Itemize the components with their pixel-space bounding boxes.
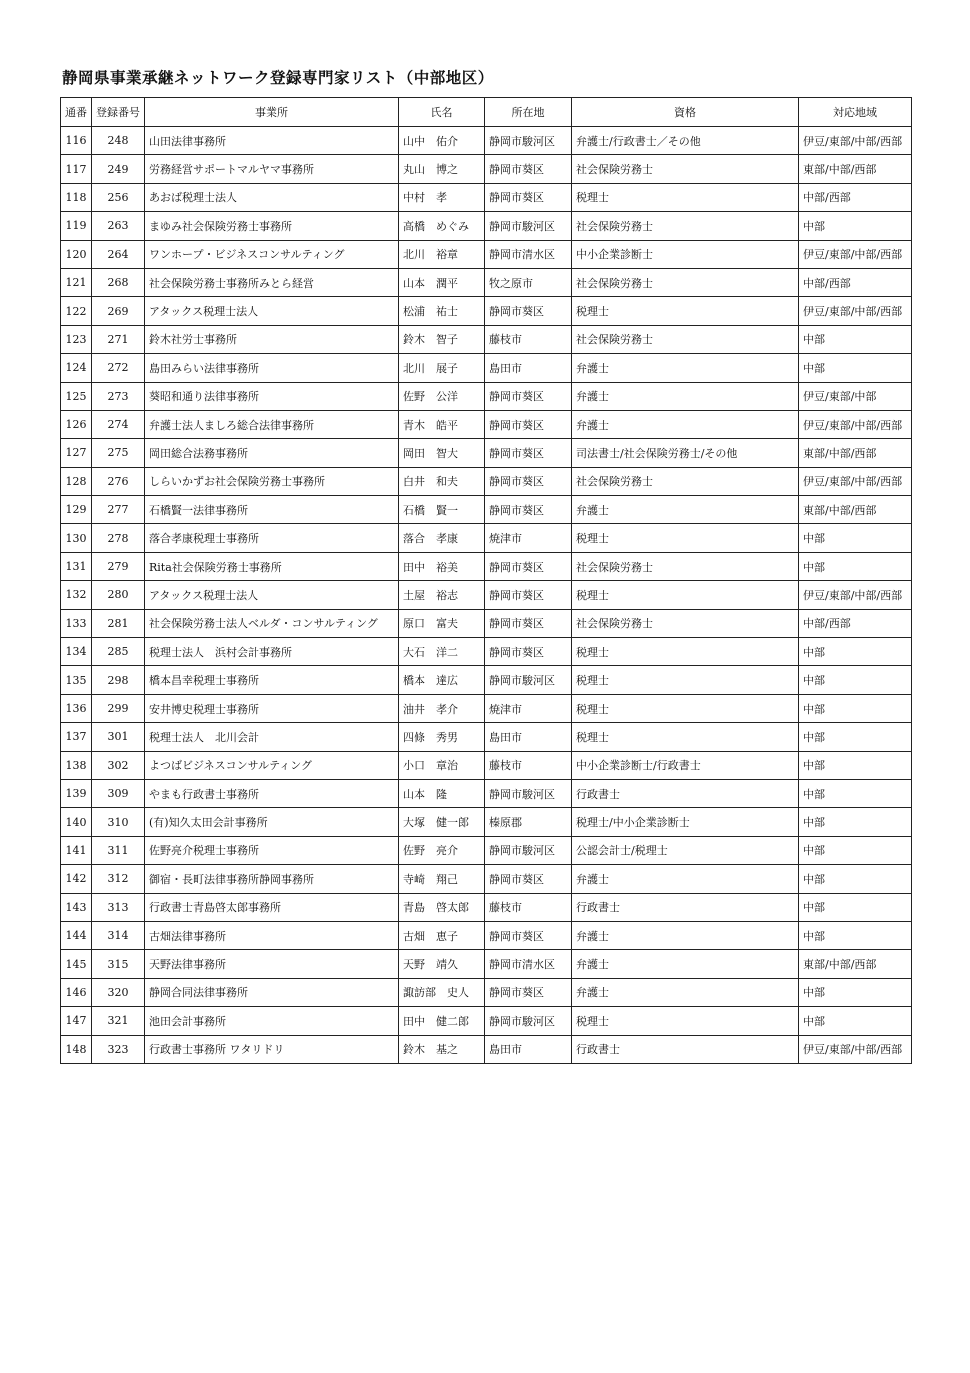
- office-cell: 静岡合同法律事務所: [145, 978, 399, 1006]
- name-cell: 北川 裕章: [399, 240, 485, 268]
- qualification-cell: 税理士: [572, 1007, 799, 1035]
- seq-number-cell: 142: [61, 865, 92, 893]
- qualification-cell: 弁護士: [572, 496, 799, 524]
- name-cell: 高橋 めぐみ: [399, 212, 485, 240]
- service-area-cell: 中部: [799, 354, 912, 382]
- qualification-cell: 税理士: [572, 694, 799, 722]
- name-cell: 大石 洋二: [399, 638, 485, 666]
- registration-number-cell: 321: [92, 1007, 145, 1035]
- service-area-cell: 中部: [799, 325, 912, 353]
- name-cell: 油井 孝介: [399, 694, 485, 722]
- registration-number-cell: 302: [92, 751, 145, 779]
- service-area-cell: 中部/西部: [799, 609, 912, 637]
- location-cell: 島田市: [485, 723, 572, 751]
- registration-number-cell: 256: [92, 183, 145, 211]
- location-cell: 静岡市駿河区: [485, 836, 572, 864]
- qualification-cell: 弁護士: [572, 382, 799, 410]
- location-cell: 静岡市葵区: [485, 581, 572, 609]
- seq-number-cell: 132: [61, 581, 92, 609]
- qualification-cell: 中小企業診断士: [572, 240, 799, 268]
- registration-number-cell: 274: [92, 410, 145, 438]
- location-cell: 静岡市駿河区: [485, 779, 572, 807]
- qualification-cell: 行政書士: [572, 779, 799, 807]
- registration-number-cell: 299: [92, 694, 145, 722]
- registration-number-cell: 271: [92, 325, 145, 353]
- qualification-cell: 社会保険労務士: [572, 155, 799, 183]
- office-cell: 社会保険労務士法人ベルダ・コンサルティング: [145, 609, 399, 637]
- service-area-cell: 中部: [799, 808, 912, 836]
- table-row: [61, 496, 912, 524]
- location-cell: 静岡市駿河区: [485, 1007, 572, 1035]
- qualification-cell: 弁護士: [572, 921, 799, 949]
- location-cell: 静岡市清水区: [485, 950, 572, 978]
- office-cell: よつばビジネスコンサルティング: [145, 751, 399, 779]
- name-cell: 丸山 博之: [399, 155, 485, 183]
- qualification-cell: 社会保険労務士: [572, 212, 799, 240]
- location-cell: 静岡市葵区: [485, 552, 572, 580]
- qualification-cell: 社会保険労務士: [572, 552, 799, 580]
- seq-number-cell: 137: [61, 723, 92, 751]
- name-cell: 田中 裕美: [399, 552, 485, 580]
- table-row: [61, 354, 912, 382]
- service-area-cell: 伊豆/東部/中部/西部: [799, 297, 912, 325]
- service-area-cell: 伊豆/東部/中部/西部: [799, 127, 912, 155]
- location-cell: 静岡市葵区: [485, 297, 572, 325]
- table-row: [61, 666, 912, 694]
- table-row: [61, 638, 912, 666]
- service-area-cell: 伊豆/東部/中部/西部: [799, 410, 912, 438]
- seq-number-cell: 117: [61, 155, 92, 183]
- location-cell: 島田市: [485, 1035, 572, 1063]
- service-area-cell: 中部: [799, 723, 912, 751]
- service-area-cell: 中部: [799, 865, 912, 893]
- name-cell: 松浦 祐士: [399, 297, 485, 325]
- name-cell: 青島 啓太郎: [399, 893, 485, 921]
- seq-number-cell: 123: [61, 325, 92, 353]
- location-cell: 静岡市葵区: [485, 467, 572, 495]
- table-body: [61, 127, 912, 1064]
- table-row: [61, 751, 912, 779]
- service-area-cell: 中部: [799, 666, 912, 694]
- seq-number-cell: 133: [61, 609, 92, 637]
- table-row: [61, 382, 912, 410]
- registration-number-cell: 298: [92, 666, 145, 694]
- service-area-cell: 伊豆/東部/中部/西部: [799, 240, 912, 268]
- registration-number-cell: 323: [92, 1035, 145, 1063]
- qualification-cell: 中小企業診断士/行政書士: [572, 751, 799, 779]
- name-cell: 原口 富夫: [399, 609, 485, 637]
- registration-number-cell: 278: [92, 524, 145, 552]
- registration-number-cell: 268: [92, 268, 145, 296]
- qualification-cell: 税理士: [572, 666, 799, 694]
- name-cell: 山本 隆: [399, 779, 485, 807]
- office-cell: 山田法律事務所: [145, 127, 399, 155]
- name-cell: 四條 秀男: [399, 723, 485, 751]
- location-cell: 島田市: [485, 354, 572, 382]
- table-row: [61, 808, 912, 836]
- location-cell: 静岡市葵区: [485, 496, 572, 524]
- table-row: [61, 779, 912, 807]
- qualification-cell: 行政書士: [572, 1035, 799, 1063]
- table-row: [61, 183, 912, 211]
- office-cell: やまも行政書士事務所: [145, 779, 399, 807]
- qualification-cell: 弁護士: [572, 865, 799, 893]
- qualification-cell: 税理士: [572, 723, 799, 751]
- seq-number-cell: 122: [61, 297, 92, 325]
- office-cell: 労務経営サポートマルヤマ事務所: [145, 155, 399, 183]
- service-area-cell: 東部/中部/西部: [799, 439, 912, 467]
- name-cell: 佐野 亮介: [399, 836, 485, 864]
- name-cell: 橋本 達広: [399, 666, 485, 694]
- office-cell: まゆみ社会保険労務士事務所: [145, 212, 399, 240]
- seq-number-cell: 124: [61, 354, 92, 382]
- header-qualification: 資格: [572, 98, 799, 127]
- table-row: [61, 694, 912, 722]
- seq-number-cell: 120: [61, 240, 92, 268]
- qualification-cell: 弁護士: [572, 950, 799, 978]
- seq-number-cell: 141: [61, 836, 92, 864]
- seq-number-cell: 131: [61, 552, 92, 580]
- table-row: [61, 410, 912, 438]
- name-cell: 岡田 智大: [399, 439, 485, 467]
- office-cell: アタックス税理士法人: [145, 297, 399, 325]
- name-cell: 北川 展子: [399, 354, 485, 382]
- qualification-cell: 社会保険労務士: [572, 467, 799, 495]
- service-area-cell: 中部: [799, 751, 912, 779]
- header-service-area: 対応地域: [799, 98, 912, 127]
- name-cell: 山本 潤平: [399, 268, 485, 296]
- seq-number-cell: 138: [61, 751, 92, 779]
- office-cell: 税理士法人 浜村会計事務所: [145, 638, 399, 666]
- seq-number-cell: 129: [61, 496, 92, 524]
- registration-number-cell: 312: [92, 865, 145, 893]
- header-seq-number: 通番: [61, 98, 92, 127]
- registration-number-cell: 311: [92, 836, 145, 864]
- name-cell: 佐野 公洋: [399, 382, 485, 410]
- registration-number-cell: 279: [92, 552, 145, 580]
- table-row: [61, 155, 912, 183]
- service-area-cell: 中部/西部: [799, 183, 912, 211]
- registration-number-cell: 248: [92, 127, 145, 155]
- table-row: [61, 1007, 912, 1035]
- registration-number-cell: 315: [92, 950, 145, 978]
- seq-number-cell: 145: [61, 950, 92, 978]
- seq-number-cell: 136: [61, 694, 92, 722]
- office-cell: 天野法律事務所: [145, 950, 399, 978]
- location-cell: 藤枝市: [485, 325, 572, 353]
- table-row: [61, 978, 912, 1006]
- table-row: [61, 212, 912, 240]
- seq-number-cell: 139: [61, 779, 92, 807]
- location-cell: 静岡市清水区: [485, 240, 572, 268]
- service-area-cell: 東部/中部/西部: [799, 950, 912, 978]
- location-cell: 静岡市葵区: [485, 978, 572, 1006]
- seq-number-cell: 116: [61, 127, 92, 155]
- registration-number-cell: 314: [92, 921, 145, 949]
- seq-number-cell: 135: [61, 666, 92, 694]
- table-row: [61, 325, 912, 353]
- service-area-cell: 伊豆/東部/中部/西部: [799, 1035, 912, 1063]
- header-name: 氏名: [399, 98, 485, 127]
- seq-number-cell: 143: [61, 893, 92, 921]
- qualification-cell: 税理士: [572, 524, 799, 552]
- location-cell: 静岡市駿河区: [485, 212, 572, 240]
- office-cell: 橋本昌幸税理士事務所: [145, 666, 399, 694]
- service-area-cell: 中部: [799, 836, 912, 864]
- office-cell: 御宿・長町法律事務所静岡事務所: [145, 865, 399, 893]
- office-cell: 弁護士法人ましろ総合法律事務所: [145, 410, 399, 438]
- qualification-cell: 税理士: [572, 638, 799, 666]
- office-cell: 岡田総合法務事務所: [145, 439, 399, 467]
- name-cell: 石橋 賢一: [399, 496, 485, 524]
- seq-number-cell: 121: [61, 268, 92, 296]
- registration-number-cell: 285: [92, 638, 145, 666]
- qualification-cell: 行政書士: [572, 893, 799, 921]
- table-row: [61, 865, 912, 893]
- office-cell: 社会保険労務士事務所みとら経営: [145, 268, 399, 296]
- registration-number-cell: 272: [92, 354, 145, 382]
- registration-number-cell: 249: [92, 155, 145, 183]
- name-cell: 鈴木 基之: [399, 1035, 485, 1063]
- office-cell: 石橋賢一法律事務所: [145, 496, 399, 524]
- table-row: [61, 609, 912, 637]
- name-cell: 鈴木 智子: [399, 325, 485, 353]
- office-cell: (有)知久太田会計事務所: [145, 808, 399, 836]
- table-row: [61, 950, 912, 978]
- qualification-cell: 社会保険労務士: [572, 325, 799, 353]
- location-cell: 静岡市駿河区: [485, 127, 572, 155]
- qualification-cell: 弁護士: [572, 354, 799, 382]
- location-cell: 焼津市: [485, 694, 572, 722]
- service-area-cell: 中部: [799, 779, 912, 807]
- location-cell: 藤枝市: [485, 893, 572, 921]
- seq-number-cell: 128: [61, 467, 92, 495]
- table-header-row: [61, 98, 912, 127]
- office-cell: 行政書士事務所 ワタリドリ: [145, 1035, 399, 1063]
- service-area-cell: 中部/西部: [799, 268, 912, 296]
- location-cell: 静岡市葵区: [485, 183, 572, 211]
- registration-number-cell: 281: [92, 609, 145, 637]
- seq-number-cell: 130: [61, 524, 92, 552]
- page-title: 静岡県事業承継ネットワーク登録専門家リスト（中部地区）: [62, 69, 494, 87]
- service-area-cell: 中部: [799, 1007, 912, 1035]
- office-cell: 古畑法律事務所: [145, 921, 399, 949]
- registration-number-cell: 269: [92, 297, 145, 325]
- table-row: [61, 552, 912, 580]
- seq-number-cell: 147: [61, 1007, 92, 1035]
- name-cell: 小口 章治: [399, 751, 485, 779]
- table-row: [61, 723, 912, 751]
- name-cell: 土屋 裕志: [399, 581, 485, 609]
- registration-number-cell: 276: [92, 467, 145, 495]
- qualification-cell: 税理士: [572, 297, 799, 325]
- table-row: [61, 581, 912, 609]
- table-row: [61, 297, 912, 325]
- office-cell: あおば税理士法人: [145, 183, 399, 211]
- header-location: 所在地: [485, 98, 572, 127]
- name-cell: 諏訪部 史人: [399, 978, 485, 1006]
- location-cell: 静岡市葵区: [485, 921, 572, 949]
- location-cell: 静岡市葵区: [485, 865, 572, 893]
- location-cell: 静岡市葵区: [485, 439, 572, 467]
- service-area-cell: 中部: [799, 694, 912, 722]
- seq-number-cell: 118: [61, 183, 92, 211]
- service-area-cell: 中部: [799, 212, 912, 240]
- location-cell: 牧之原市: [485, 268, 572, 296]
- qualification-cell: 社会保険労務士: [572, 609, 799, 637]
- service-area-cell: 中部: [799, 978, 912, 1006]
- registration-number-cell: 277: [92, 496, 145, 524]
- table-row: [61, 439, 912, 467]
- location-cell: 静岡市葵区: [485, 638, 572, 666]
- office-cell: 島田みらい法律事務所: [145, 354, 399, 382]
- office-cell: 税理士法人 北川会計: [145, 723, 399, 751]
- seq-number-cell: 126: [61, 410, 92, 438]
- location-cell: 藤枝市: [485, 751, 572, 779]
- office-cell: Rita社会保険労務士事務所: [145, 552, 399, 580]
- office-cell: 安井博史税理士事務所: [145, 694, 399, 722]
- service-area-cell: 伊豆/東部/中部/西部: [799, 581, 912, 609]
- service-area-cell: 東部/中部/西部: [799, 155, 912, 183]
- office-cell: 佐野亮介税理士事務所: [145, 836, 399, 864]
- location-cell: 静岡市葵区: [485, 155, 572, 183]
- office-cell: 落合孝康税理士事務所: [145, 524, 399, 552]
- header-office: 事業所: [145, 98, 399, 127]
- service-area-cell: 中部: [799, 893, 912, 921]
- registration-number-cell: 263: [92, 212, 145, 240]
- table-row: [61, 127, 912, 155]
- service-area-cell: 東部/中部/西部: [799, 496, 912, 524]
- name-cell: 大塚 健一郎: [399, 808, 485, 836]
- service-area-cell: 中部: [799, 524, 912, 552]
- name-cell: 山中 佑介: [399, 127, 485, 155]
- seq-number-cell: 148: [61, 1035, 92, 1063]
- seq-number-cell: 140: [61, 808, 92, 836]
- registration-number-cell: 273: [92, 382, 145, 410]
- name-cell: 中村 孝: [399, 183, 485, 211]
- registration-number-cell: 280: [92, 581, 145, 609]
- name-cell: 天野 靖久: [399, 950, 485, 978]
- qualification-cell: 弁護士/行政書士／その他: [572, 127, 799, 155]
- table-row: [61, 1035, 912, 1063]
- seq-number-cell: 134: [61, 638, 92, 666]
- table-row: [61, 467, 912, 495]
- table-row: [61, 836, 912, 864]
- table-row: [61, 893, 912, 921]
- office-cell: 鈴木社労士事務所: [145, 325, 399, 353]
- qualification-cell: 弁護士: [572, 978, 799, 1006]
- seq-number-cell: 144: [61, 921, 92, 949]
- seq-number-cell: 127: [61, 439, 92, 467]
- table-row: [61, 268, 912, 296]
- qualification-cell: 司法書士/社会保険労務士/その他: [572, 439, 799, 467]
- table-row: [61, 524, 912, 552]
- registration-number-cell: 264: [92, 240, 145, 268]
- registration-number-cell: 301: [92, 723, 145, 751]
- location-cell: 静岡市葵区: [485, 382, 572, 410]
- office-cell: アタックス税理士法人: [145, 581, 399, 609]
- location-cell: 静岡市葵区: [485, 410, 572, 438]
- location-cell: 榛原郡: [485, 808, 572, 836]
- service-area-cell: 中部: [799, 638, 912, 666]
- registration-number-cell: 320: [92, 978, 145, 1006]
- qualification-cell: 社会保険労務士: [572, 268, 799, 296]
- table-row: [61, 921, 912, 949]
- qualification-cell: 税理士/中小企業診断士: [572, 808, 799, 836]
- qualification-cell: 弁護士: [572, 410, 799, 438]
- name-cell: 白井 和夫: [399, 467, 485, 495]
- location-cell: 静岡市駿河区: [485, 666, 572, 694]
- expert-list-table: [60, 97, 912, 1064]
- office-cell: ワンホープ・ビジネスコンサルティング: [145, 240, 399, 268]
- office-cell: しらいかずお社会保険労務士事務所: [145, 467, 399, 495]
- seq-number-cell: 146: [61, 978, 92, 1006]
- seq-number-cell: 125: [61, 382, 92, 410]
- service-area-cell: 中部: [799, 552, 912, 580]
- qualification-cell: 税理士: [572, 183, 799, 211]
- registration-number-cell: 309: [92, 779, 145, 807]
- registration-number-cell: 310: [92, 808, 145, 836]
- name-cell: 古畑 恵子: [399, 921, 485, 949]
- name-cell: 青木 皓平: [399, 410, 485, 438]
- service-area-cell: 伊豆/東部/中部/西部: [799, 467, 912, 495]
- seq-number-cell: 119: [61, 212, 92, 240]
- office-cell: 行政書士青島啓太郎事務所: [145, 893, 399, 921]
- qualification-cell: 税理士: [572, 581, 799, 609]
- registration-number-cell: 313: [92, 893, 145, 921]
- office-cell: 池田会計事務所: [145, 1007, 399, 1035]
- office-cell: 葵昭和通り法律事務所: [145, 382, 399, 410]
- service-area-cell: 中部: [799, 921, 912, 949]
- location-cell: 焼津市: [485, 524, 572, 552]
- table-row: [61, 240, 912, 268]
- location-cell: 静岡市葵区: [485, 609, 572, 637]
- header-registration-number: 登録番号: [92, 98, 145, 127]
- qualification-cell: 公認会計士/税理士: [572, 836, 799, 864]
- name-cell: 田中 健二郎: [399, 1007, 485, 1035]
- service-area-cell: 伊豆/東部/中部: [799, 382, 912, 410]
- name-cell: 寺崎 翔己: [399, 865, 485, 893]
- registration-number-cell: 275: [92, 439, 145, 467]
- name-cell: 落合 孝康: [399, 524, 485, 552]
